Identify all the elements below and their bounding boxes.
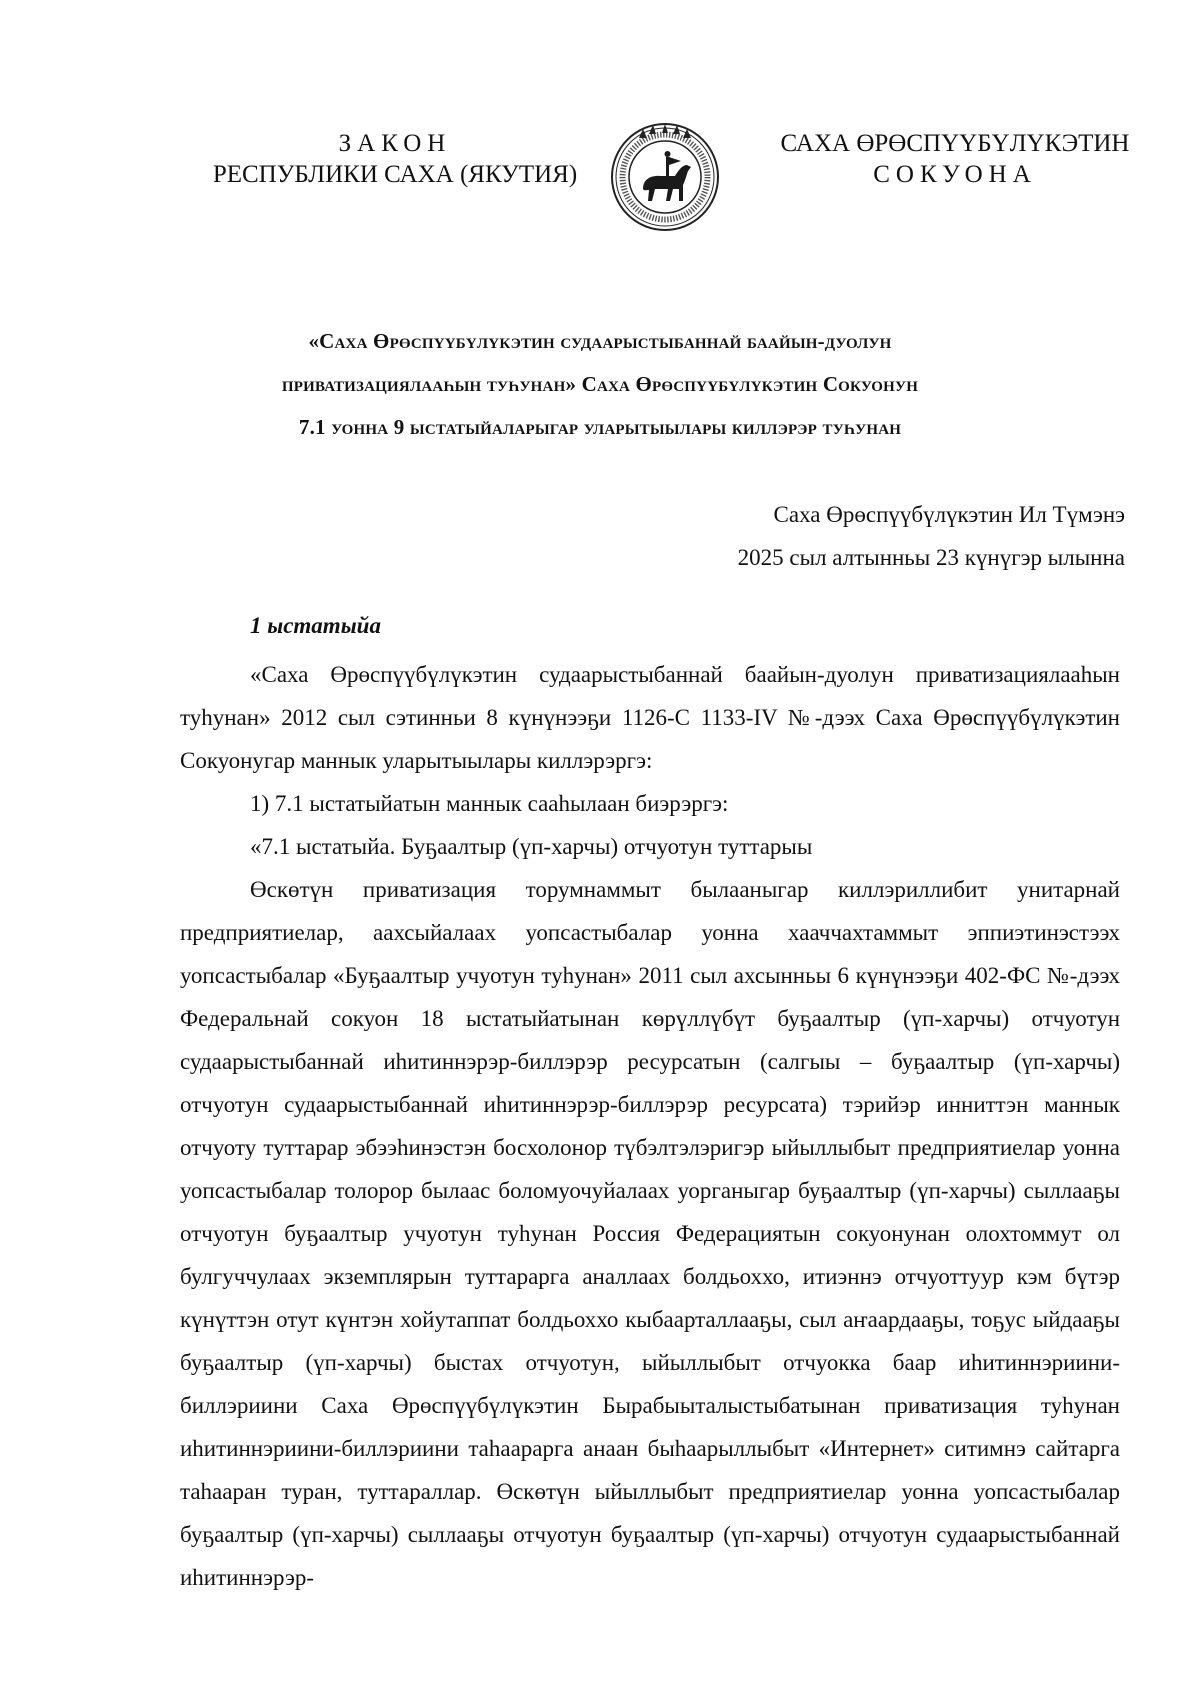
article-body bbox=[180, 653, 1120, 1599]
law-title-line2: приватизациялааһын туһунан» Саха Өрөспүүбүлүкэтин Сокуонун bbox=[281, 372, 919, 396]
adoption-date: 2025 сыл алтынньы 23 күнүгэр ылынна bbox=[737, 545, 1125, 570]
law-title bbox=[180, 320, 1020, 449]
header-left-line1: ЗАКОН bbox=[338, 130, 452, 157]
adoption-body: Саха Өрөспүүбүлүкэтин Ил Түмэнэ bbox=[773, 502, 1125, 527]
article-paragraph: «7.1 ыстатыйа. Буҕаалтыр (үп-харчы) отчуотун туттарыы bbox=[250, 834, 813, 859]
adoption-block bbox=[738, 493, 1125, 579]
header-left-line2: РЕСПУБЛИКИ САХА (ЯКУТИЯ) bbox=[212, 161, 578, 188]
article-heading: 1 ыстатыйа bbox=[250, 613, 381, 638]
sakha-coat-of-arms-icon bbox=[609, 121, 721, 233]
header-right bbox=[770, 128, 1140, 190]
article-paragraph: 1) 7.1 ыстатыйатын маннык сааһылаан биэрэргэ: bbox=[250, 791, 729, 816]
header-right-line1: САХА ӨРӨСПҮҮБҮЛҮКЭТИН bbox=[780, 130, 1130, 157]
article-paragraph: «Саха Өрөспүүбүлүкэтин судаарыстыбаннай баайын-дуолун приватизациялааһын туһунан» 2012 сыл сэтинньи 8 күнүнээҕи 1126-С 1133-IV №-дээх Саха Өрөспүүбүлүкэтин Сокуонугар маннык уларытыылары киллэрэргэ: bbox=[180, 662, 1120, 773]
law-title-line3: 7.1 уонна 9 ыстатыйаларыгар уларытыылары киллэрэр туһунан bbox=[298, 415, 902, 439]
article-paragraph: Өскөтүн приватизация торумнаммыт былааныгар киллэриллибит унитарнай предприятиелар, аахсыйалаах уопсастыбалар уонна хааччахтаммыт эппиэтинэстээх уопсастыбалар «Буҕаалтыр учуотун туһунан» 2011 сыл ахсынньы 6 күнүнээҕи 402-ФС №-дээх Федеральнай сокуон 18 ыстатыйатынан көрүллүбүт буҕаалтыр (үп-харчы) отчуотун судаарыстыбаннай иһитиннэрэр-биллэрэр ресурсатын (салгыы – буҕаалтыр (үп-харчы) отчуотун судаарыстыбаннай иһитиннэрэр-биллэрэр ресурсата) тэрийэр инниттэн маннык отчуоту туттарар эбээһинэстэн босхолонор түбэлтэлэригэр ыйыллыбыт предприятиелар уонна уопсастыбалар толорор былаас боломуочуйалаах уорганыгар буҕаалтыр (үп-харчы) сыллааҕы отчуотун буҕаалтыр учуотун туһунан Россия Федерациятын сокуонунан олохтоммут ол булгуччулаах экземплярын туттарарга аналлаах болдьоххо, итиэннэ отчуоттуур кэм бүтэр күнүттэн отут күнтэн хойутаппат болдьоххо кыбаарталлааҕы, сыл аҥаардааҕы, тоҕус ыйдааҕы буҕаалтыр (үп-харчы) быстах отчуотун, ыйыллыбыт отчуокка баар иһитиннэриини-биллэриини Саха Өрөспүүбүлүкэтин Бырабыыталыстыбатынан приватизация туһунан иһитиннэриини-биллэриини таһаарарга анаан быһаарыллыбыт «Интернет» ситимнэ сайтарга таһааран туран, туттараллар. Өскөтүн ыйыллыбыт предприятиелар уонна уопсастыбалар буҕаалтыр (үп-харчы) сыллааҕы отчуотун буҕаалтыр (үп-харчы) отчуотун судаарыстыбаннай иһитиннэрэр- bbox=[180, 877, 1120, 1590]
header-right-line2: СОКУОНА bbox=[873, 161, 1037, 188]
law-title-line1: «Саха Өрөспүүбүлүкэтин судаарыстыбаннай баайын-дуолун bbox=[308, 329, 892, 353]
header-left bbox=[210, 128, 580, 190]
